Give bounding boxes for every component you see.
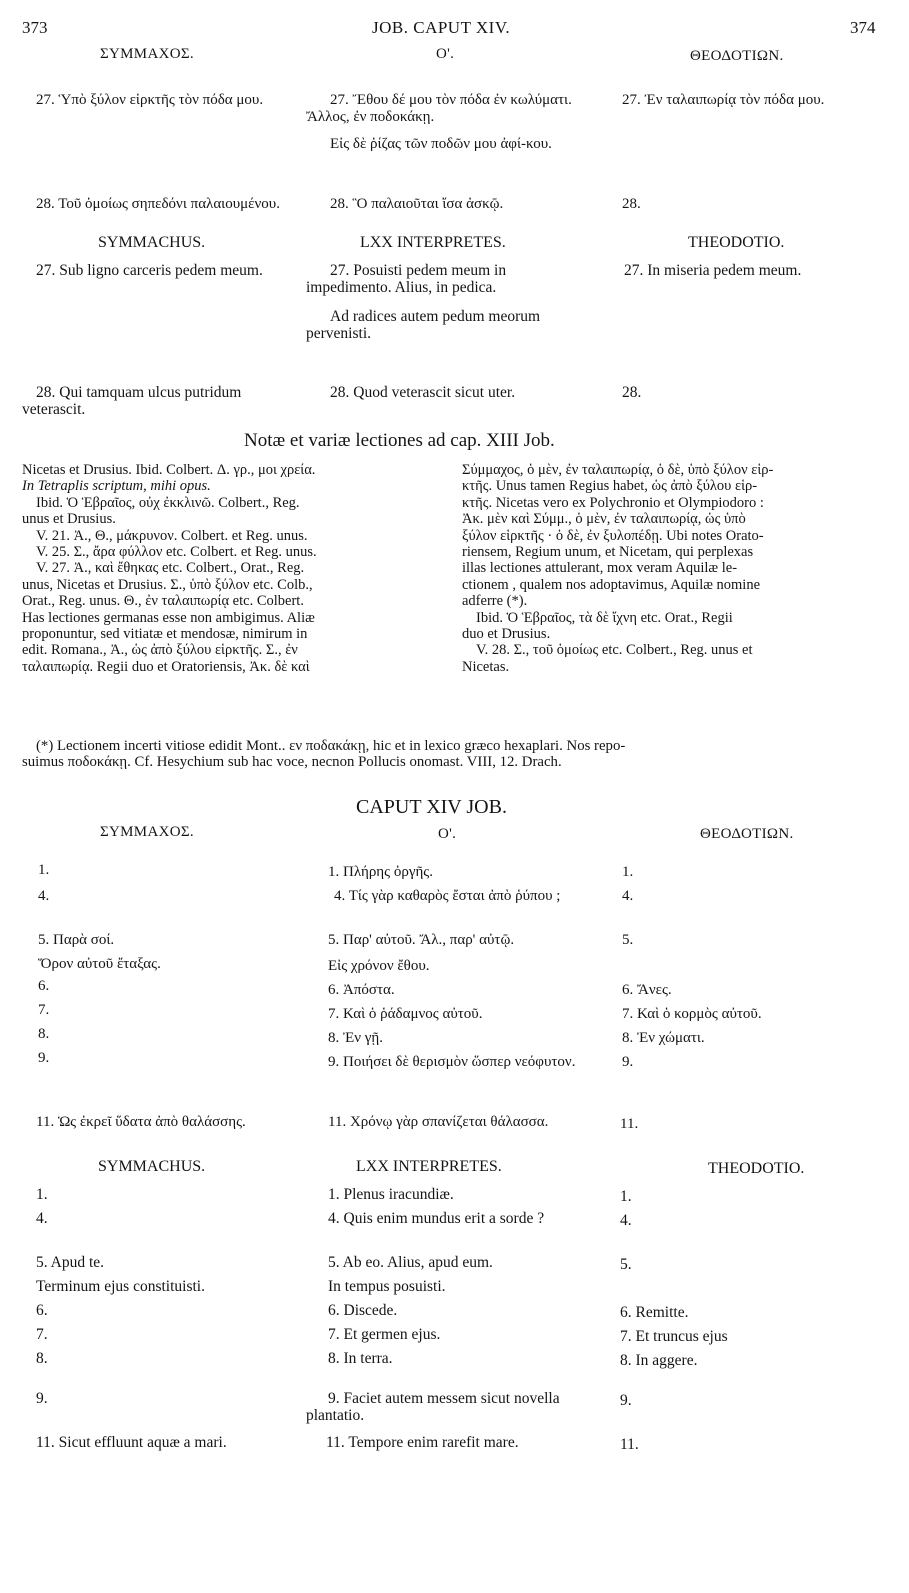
notes-right-column: [462, 462, 892, 675]
c14-lat-7-sym: 7.: [36, 1326, 48, 1343]
c14-lat-1-theo: 1.: [620, 1188, 632, 1205]
c14-gr-7-theo: 7. Καὶ ὁ κορμὸς αὐτοῦ.: [622, 1006, 762, 1022]
c14-gr-11-theo: 11.: [620, 1116, 639, 1132]
c14-lat-9-theo: 9.: [620, 1392, 632, 1409]
notes-left-column: [22, 462, 446, 675]
c14-lat-4-theo: 4.: [620, 1212, 632, 1229]
c14-lat-6-lxx: 6. Discede.: [328, 1302, 398, 1319]
verse-28-symmachus-latin: 28. Qui tamquam ulcus putridum veterascit.: [22, 384, 242, 418]
c14-lat-9-lxx: 9. Faciet autem messem sicut novella plantatio.: [306, 1390, 560, 1424]
notes-right-line: Ibid. Ὁ Ἑβραῖος, τὰ δὲ ἴχνη etc. Orat., Regii: [476, 609, 733, 626]
c14-lat-8-sym: 8.: [36, 1350, 48, 1367]
latin-header-symmachus-14: SYMMACHUS.: [98, 1158, 206, 1175]
c14-lat-11-lxx: 11. Tempore enim rarefit mare.: [326, 1434, 519, 1451]
c14-gr-4-lxx: 4. Τίς γὰρ καθαρὸς ἔσται ἀπὸ ῥύπου ;: [334, 888, 561, 904]
notes-left-line: V. 27. Ἀ., καὶ ἔθηκας etc. Colbert., Orat., Reg.: [36, 560, 305, 577]
c14-gr-7-lxx: 7. Καὶ ὁ ῥάδαμνος αὐτοῦ.: [328, 1006, 483, 1022]
c14-gr-1-theo: 1.: [622, 864, 634, 880]
c14-lat-5-theo: 5.: [620, 1256, 632, 1273]
notes-left-line: Has lectiones germanas esse non ambigimus. Aliæ: [22, 609, 315, 626]
verse-27-symmachus-greek: 27. Ὑπὸ ξύλον εἱρκτῆς τὸν πόδα μου.: [36, 92, 264, 108]
c14-gr-5-lxx: 5. Παρ' αὐτοῦ. Ἄλ., παρ' αὐτῷ.: [328, 932, 515, 948]
greek-header-theodotion-14: ΘΕΟΔΟΤΙΩΝ.: [700, 826, 794, 842]
c14-gr-8-sym: 8.: [38, 1026, 50, 1042]
c14-lat-11-theo: 11.: [620, 1436, 639, 1453]
notes-left-line: edit. Romana., Ἀ., ὡς ἀπὸ ξύλου εἱρκτῆς. Σ., ἐν: [22, 642, 298, 659]
verse-27-lxx-latin-extra: Ad radices autem pedum meorum pervenisti.: [306, 308, 541, 342]
c14-gr-8-lxx: 8. Ἐν γῇ.: [328, 1030, 383, 1046]
c14-lat-5-sym: 5. Apud te.: [36, 1254, 105, 1271]
notes-right-line: Nicetas.: [462, 658, 510, 675]
notes-right-line: Ἀκ. μὲν καὶ Σύμμ., ὁ μὲν, ἐν ταλαιπωρίᾳ, ὡς ὑπὸ: [462, 511, 746, 528]
notes-right-line: κτῆς. Unus tamen Regius habet, ὡς ἀπὸ ξύλου εἱρ-: [462, 478, 758, 495]
notes-left-line: proponuntur, sed vitiatæ et mendosæ, nimirum in: [22, 626, 308, 643]
verse-27-symmachus-latin: 27. Sub ligno carceris pedem meum.: [36, 262, 263, 279]
notes-left-line: V. 25. Σ., ἄρα φύλλον etc. Colbert. et Reg. unus.: [36, 544, 317, 561]
footnote-line: (*) Lectionem incerti vitiose edidit Mont.. εν ποδακάκῃ, hic et in lexico græco hexaplari. Nos repo-: [36, 738, 626, 754]
verse-27-theodotion-greek: 27. Ἐν ταλαιπωρίᾳ τὸν πόδα μου.: [622, 92, 825, 108]
verse-28-lxx-greek: 28. Ὃ παλαιοῦται ἴσα ἀσκῷ.: [330, 196, 504, 212]
latin-header-theodotion: THEODOTIO.: [688, 234, 785, 251]
latin-header-lxx-14: LXX INTERPRETES.: [356, 1158, 502, 1175]
c14-gr-1-sym: 1.: [38, 862, 50, 878]
greek-header-lxx-14: Ο'.: [438, 826, 457, 842]
c14-lat-5b-lxx: In tempus posuisti.: [328, 1278, 446, 1295]
notes-left-line: V. 21. Ἀ., Θ., μάκρυνον. Colbert. et Reg. unus.: [36, 527, 308, 544]
latin-header-lxx: LXX INTERPRETES.: [360, 234, 506, 251]
c14-lat-1-lxx: 1. Plenus iracundiæ.: [328, 1186, 454, 1203]
c14-lat-1-sym: 1.: [36, 1186, 48, 1203]
c14-gr-4-sym: 4.: [38, 888, 50, 904]
page-number-left: 373: [22, 18, 48, 37]
notes-right-line: illas lectiones attulerant, mox veram Aquilæ le-: [462, 560, 738, 577]
c14-lat-5b-sym: Terminum ejus constituisti.: [36, 1278, 205, 1295]
verse-28-theodotion-latin: 28.: [622, 384, 642, 401]
footnote-line: suimus ποδοκάκῃ. Cf. Hesychium sub hac voce, necnon Pollucis onomast. VIII, 12. Drach.: [22, 754, 562, 771]
verse-27-lxx-latin: 27. Posuisti pedem meum in impedimento. Alius, in pedica.: [306, 262, 507, 296]
notes-left-line: In Tetraplis scriptum, mihi opus.: [22, 478, 211, 495]
verse-27-lxx-greek-extra: Εἰς δὲ ῥίζας τῶν ποδῶν μου ἀφί-κου.: [330, 136, 552, 152]
page-number-right: 374: [850, 18, 876, 37]
notes-left-line: Orat., Reg. unus. Θ., ἐν ταλαιπωρίᾳ etc. Colbert.: [22, 593, 304, 610]
chapter-title: CAPUT XIV JOB.: [356, 796, 507, 818]
notes-left-line: unus, Nicetas et Drusius. Σ., ὑπὸ ξύλον etc. Colb.,: [22, 576, 313, 593]
c14-lat-6-sym: 6.: [36, 1302, 48, 1319]
running-title: JOB. CAPUT XIV.: [372, 18, 511, 37]
notes-left-line: ταλαιπωρίᾳ. Regii duo et Oratoriensis, Ἀκ. δὲ καὶ: [22, 658, 310, 675]
notes-right-line: ctionem , qualem nos adoptavimus, Aquilæ nomine: [462, 576, 761, 593]
c14-gr-5-theo: 5.: [622, 932, 634, 948]
notes-right-line: duo et Drusius.: [462, 626, 551, 643]
verse-28-symmachus-greek: 28. Τοῦ ὁμοίως σηπεδόνι παλαιουμένου.: [36, 196, 280, 212]
notes-right-line: ξύλον εἱρκτῆς · ὁ δὲ, ἐν ξυλοπέδῃ. Ubi notes Orato-: [462, 527, 764, 544]
notes-right-line: V. 28. Σ., τοῦ ὁμοίως etc. Colbert., Reg. unus et: [476, 642, 753, 659]
c14-lat-7-lxx: 7. Et germen ejus.: [328, 1326, 441, 1343]
c14-gr-9-theo: 9.: [622, 1054, 634, 1070]
c14-lat-8-lxx: 8. In terra.: [328, 1350, 393, 1367]
footnote: [22, 738, 892, 771]
c14-gr-5b-lxx: Εἰς χρόνον ἔθου.: [328, 958, 430, 974]
c14-lat-9-sym: 9.: [36, 1390, 48, 1407]
verse-27-theodotion-latin: 27. In miseria pedem meum.: [624, 262, 802, 279]
verse-28-theodotion-greek: 28.: [622, 196, 641, 212]
c14-lat-5-lxx: 5. Ab eo. Alius, apud eum.: [328, 1254, 493, 1271]
notes-left-line: unus et Drusius.: [22, 511, 116, 528]
notes-right-line: adferre (*).: [462, 593, 528, 610]
notes-right-line: κτῆς. Nicetas vero ex Polychronio et Olympiodoro :: [462, 494, 764, 511]
notes-title: Notæ et variæ lectiones ad cap. XIII Job.: [244, 430, 555, 451]
greek-header-symmachus: ΣΥΜΜΑΧΟΣ.: [100, 46, 194, 62]
c14-gr-6-lxx: 6. Ἀπόστα.: [328, 982, 395, 998]
greek-header-symmachus-14: ΣΥΜΜΑΧΟΣ.: [100, 824, 194, 840]
c14-gr-11-sym: 11. Ὡς ἐκρεῖ ὕδατα ἀπὸ θαλάσσης.: [36, 1114, 246, 1130]
greek-header-lxx: Ο'.: [436, 46, 455, 62]
greek-header-theodotion: ΘΕΟΔΟΤΙΩΝ.: [690, 48, 784, 64]
c14-gr-5b-sym: Ὅρον αὐτοῦ ἔταξας.: [38, 956, 161, 972]
c14-lat-11-sym: 11. Sicut effluunt aquæ a mari.: [36, 1434, 227, 1451]
notes-right-line: Σύμμαχος, ὁ μὲν, ἐν ταλαιπωρίᾳ, ὁ δὲ, ὑπὸ ξύλον εἱρ-: [462, 462, 774, 478]
c14-gr-11-lxx: 11. Χρόνῳ γὰρ σπανίζεται θάλασσα.: [328, 1114, 549, 1130]
c14-lat-4-sym: 4.: [36, 1210, 48, 1227]
c14-gr-6-theo: 6. Ἄνες.: [622, 982, 672, 998]
c14-gr-1-lxx: 1. Πλήρης ὀργῆς.: [328, 864, 433, 880]
c14-gr-9-sym: 9.: [38, 1050, 50, 1066]
c14-lat-4-lxx: 4. Quis enim mundus erit a sorde ?: [328, 1210, 545, 1227]
c14-gr-4-theo: 4.: [622, 888, 634, 904]
c14-gr-9-lxx: 9. Ποιήσει δὲ θερισμὸν ὥσπερ νεόφυτον.: [328, 1054, 576, 1070]
notes-left-line: Nicetas et Drusius. Ibid. Colbert. Δ. γρ., μοι χρεία.: [22, 462, 316, 478]
notes-left-line: Ibid. Ὁ Ἑβραῖος, οὐχ ἐκκλινῶ. Colbert., Reg.: [36, 494, 300, 511]
latin-header-theodotion-14: THEODOTIO.: [708, 1160, 805, 1177]
latin-header-symmachus: SYMMACHUS.: [98, 234, 206, 251]
c14-lat-7-theo: 7. Et truncus ejus: [620, 1328, 728, 1345]
c14-lat-8-theo: 8. In aggere.: [620, 1352, 698, 1369]
verse-27-lxx-greek: 27. Ἔθου δέ μου τὸν πόδα ἐν κωλύματι. Ἄλλος, ἐν ποδοκάκῃ.: [306, 92, 572, 125]
c14-gr-5-sym: 5. Παρὰ σοί.: [38, 932, 115, 948]
c14-gr-8-theo: 8. Ἐν χώματι.: [622, 1030, 705, 1046]
c14-gr-7-sym: 7.: [38, 1002, 50, 1018]
c14-lat-6-theo: 6. Remitte.: [620, 1304, 689, 1321]
notes-right-line: riensem, Regium unum, et Nicetam, qui perplexas: [462, 544, 754, 561]
verse-28-lxx-latin: 28. Quod veterascit sicut uter.: [330, 384, 516, 401]
c14-gr-6-sym: 6.: [38, 978, 50, 994]
